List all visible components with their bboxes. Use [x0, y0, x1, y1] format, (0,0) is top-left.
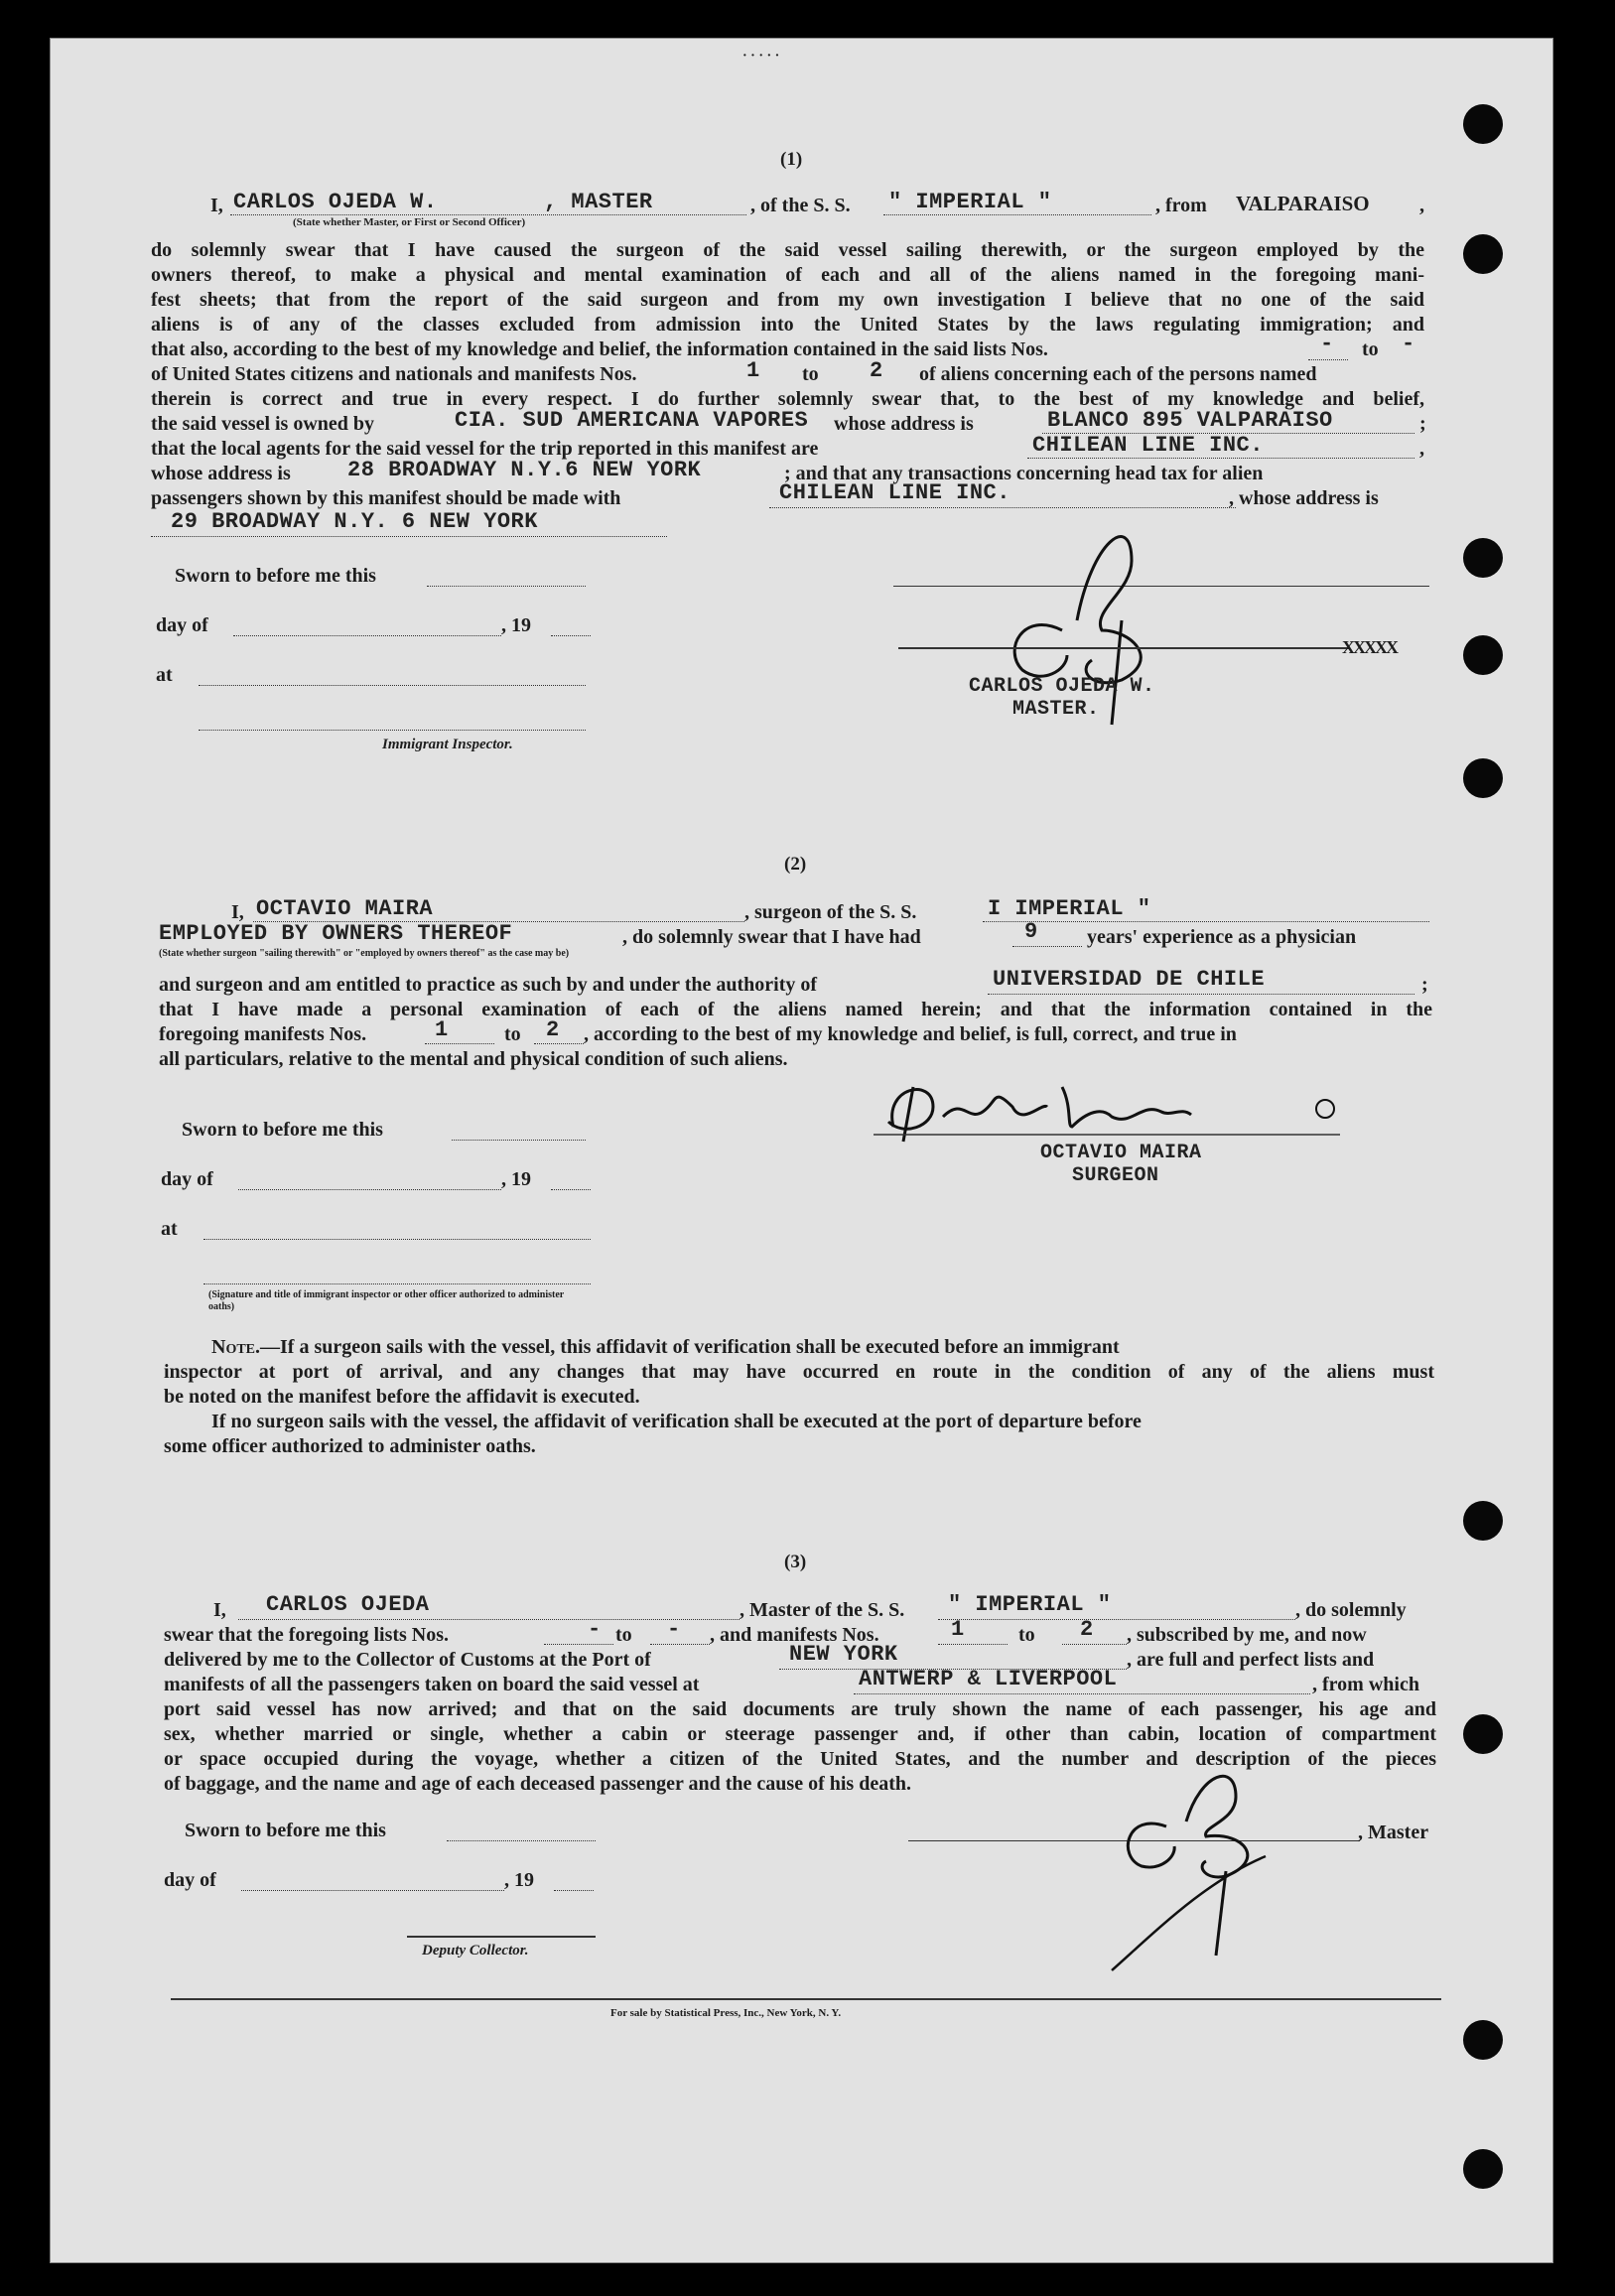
surgeon-signer-name: OCTAVIO MAIRA — [1040, 1142, 1202, 1164]
i-label: I, — [213, 1599, 226, 1621]
years-experience: 9 — [1024, 919, 1038, 944]
punch-hole — [1463, 635, 1503, 675]
manifest-to: 2 — [1080, 1617, 1094, 1642]
day-of-label: day of — [156, 614, 208, 636]
punch-hole — [1463, 104, 1503, 144]
owner-address-label: whose address is — [834, 413, 974, 435]
from-port: VALPARAISO — [1236, 192, 1370, 215]
body-line: sex, whether married or single, whether a cabin or steerage passenger and, if other than cabin, location of compartment — [164, 1723, 1436, 1745]
punch-hole — [1463, 758, 1503, 798]
to-label: to — [504, 1023, 521, 1045]
year-prefix: , 19 — [501, 1168, 531, 1190]
agents-address-label: whose address is — [151, 463, 291, 484]
lists-from: - — [1320, 332, 1334, 356]
day-of-label: day of — [164, 1869, 216, 1891]
surgeon-name: OCTAVIO MAIRA — [256, 896, 434, 921]
head-tax-prefix: passengers shown by this manifest should be made with — [151, 487, 621, 509]
to-label: to — [1362, 338, 1379, 360]
manifest-suffix: of aliens concerning each of the persons named — [919, 363, 1317, 385]
officer-title-hint: (State whether Master, or First or Second Officer) — [293, 216, 526, 228]
manifest-from: 1 — [435, 1017, 449, 1042]
note2-line: If no surgeon sails with the vessel, the affidavit of verification shall be executed at the port of departure before — [211, 1411, 1142, 1432]
vessel-name: I IMPERIAL " — [988, 896, 1151, 921]
strikeout: XXXXX — [1342, 637, 1397, 657]
note-label: Note. — [211, 1336, 261, 1358]
punch-hole — [1463, 234, 1503, 274]
note-dash: — — [260, 1336, 281, 1358]
manifest-to: 2 — [870, 358, 883, 383]
at-label: at — [161, 1218, 178, 1240]
section-number: (1) — [780, 149, 803, 170]
agents-prefix: that the local agents for the said vessel for the trip reported in this manifest are — [151, 438, 819, 460]
body-line: port said vessel has now arrived; and that on the said documents are truly shown the name of each passenger, his age and — [164, 1698, 1436, 1720]
owner-name: CIA. SUD AMERICANA VAPORES — [455, 408, 809, 433]
punch-hole — [1463, 2149, 1503, 2189]
manifest-to: 2 — [546, 1017, 560, 1042]
manifests-prefix: manifests of all the passengers taken on board the said vessel at — [164, 1674, 700, 1695]
punch-hole — [1463, 1714, 1503, 1754]
vessel-name: " IMPERIAL " — [888, 190, 1052, 214]
punch-hole — [1463, 2020, 1503, 2060]
delivered-prefix: delivered by me to the Collector of Customs at the Port of — [164, 1649, 651, 1671]
swear-text: , do solemnly swear that I have had — [622, 926, 921, 948]
years-suffix: years' experience as a physician — [1087, 926, 1357, 948]
day-of-label: day of — [161, 1168, 213, 1190]
manifest-suffix: , according to the best of my knowledge and belief, is full, correct, and true in — [584, 1023, 1237, 1045]
sworn-label: Sworn to before me this — [185, 1820, 386, 1841]
master-signer-name: CARLOS OJEDA W. — [969, 675, 1155, 698]
at-label: at — [156, 664, 173, 686]
sworn-label: Sworn to before me this — [175, 565, 376, 587]
authority-prefix: and surgeon and am entitled to practice as such by and under the authority of — [159, 974, 818, 996]
body-line: or space occupied during the voyage, whether a citizen of the United States, and the number and description of the pieces — [164, 1748, 1436, 1770]
lists-prefix: that also, according to the best of my knowledge and belief, the information contained in the said lists Nos. — [151, 338, 1048, 360]
manifest-from: 1 — [951, 1617, 965, 1642]
i-label: I, — [231, 901, 244, 923]
head-tax-text: ; and that any transactions concerning head tax for alien — [784, 463, 1264, 484]
owner-address: BLANCO 895 VALPARAISO — [1047, 408, 1333, 433]
sworn-label: Sworn to before me this — [182, 1119, 383, 1141]
delivered-suffix: , are full and perfect lists and — [1127, 1649, 1375, 1671]
signature-mark — [1171, 1817, 1172, 1841]
manifest-from: 1 — [746, 358, 760, 383]
section-number: (3) — [784, 1552, 807, 1572]
section-number: (2) — [784, 854, 807, 875]
printer-footer: For sale by Statistical Press, Inc., New York, N. Y. — [610, 2007, 842, 2019]
master-of-label: , Master of the S. S. — [740, 1599, 905, 1621]
manifest-prefix: of United States citizens and nationals and manifests Nos. — [151, 363, 637, 385]
subscribed-label: , subscribed by me, and now — [1127, 1624, 1367, 1646]
lists-to: - — [1402, 332, 1415, 356]
head-tax-address: 29 BROADWAY N.Y. 6 NEW YORK — [171, 509, 538, 534]
lists-from: - — [588, 1617, 602, 1642]
to-label: to — [615, 1624, 632, 1646]
agents-address: 28 BROADWAY N.Y.6 NEW YORK — [347, 458, 702, 482]
officer-title: , MASTER — [544, 190, 653, 214]
body-line: owners thereof, to make a physical and mental examination of each and all of the aliens named in the foregoing mani- — [151, 264, 1424, 286]
punch-hole — [1463, 1501, 1503, 1541]
i-label: I, — [210, 195, 223, 216]
note-line: If a surgeon sails with the vessel, this affidavit of verification shall be executed before an immigrant — [280, 1336, 1120, 1358]
employment: EMPLOYED BY OWNERS THEREOF — [159, 921, 513, 946]
to-label: to — [802, 363, 819, 385]
of-ss-label: , of the S. S. — [750, 195, 851, 216]
swear-prefix: swear that the foregoing lists Nos. — [164, 1624, 450, 1646]
surgeon-signer-title: SURGEON — [1072, 1164, 1159, 1187]
body-line: do solemnly swear that I have caused the surgeon of the said vessel sailing therewith, or the surgeon employed by the — [151, 239, 1424, 261]
collector-caption: Deputy Collector. — [422, 1943, 529, 1958]
from-label: , from — [1155, 195, 1207, 216]
owned-prefix: the said vessel is owned by — [151, 413, 375, 435]
employment-hint: (State whether surgeon "sailing therewith" or "employed by owners thereof" as the case may be) — [159, 948, 570, 959]
year-prefix: , 19 — [501, 614, 531, 636]
header-fragment: · · · · · — [742, 49, 780, 64]
inspector-caption: Immigrant Inspector. — [382, 737, 513, 752]
body-line: fest sheets; that from the report of the said surgeon and from my own investigation I believe that no one of the said — [151, 289, 1424, 311]
head-tax-address-label: , whose address is — [1229, 487, 1379, 509]
head-tax-party: CHILEAN LINE INC. — [779, 480, 1010, 505]
agents-name: CHILEAN LINE INC. — [1032, 433, 1264, 458]
manifest-prefix: foregoing manifests Nos. — [159, 1023, 367, 1045]
port-name: NEW YORK — [789, 1642, 898, 1667]
inspector-caption: (Signature and title of immigrant inspector or other officer authorized to administer oaths) — [208, 1289, 565, 1312]
punch-hole — [1463, 538, 1503, 578]
manifests-label: , and manifests Nos. — [710, 1624, 879, 1646]
note-line: be noted on the manifest before the affidavit is executed. — [164, 1386, 640, 1408]
body-line: of baggage, and the name and age of each deceased passenger and the cause of his death. — [164, 1773, 911, 1795]
body-line: aliens is of any of the classes excluded from admission into the United States by the laws regulating immigration; and — [151, 314, 1424, 336]
surgeon-of-label: , surgeon of the S. S. — [744, 901, 917, 923]
signature-mark — [943, 1092, 948, 1117]
vessel-name: " IMPERIAL " — [948, 1592, 1112, 1617]
master-name: CARLOS OJEDA W. — [233, 190, 438, 214]
final-line: all particulars, relative to the mental and physical condition of such aliens. — [159, 1048, 788, 1070]
authority: UNIVERSIDAD DE CHILE — [993, 967, 1266, 992]
note-line: inspector at port of arrival, and any changes that may have occurred en route in the condition of any of the aliens must — [164, 1361, 1434, 1383]
signature-mark — [1092, 596, 1093, 620]
master-name: CARLOS OJEDA — [266, 1592, 430, 1617]
master-label: , Master — [1358, 1822, 1429, 1843]
correct-line: therein is correct and true in every respect. I do further solemnly swear that, to the best of my knowledge and belief, — [151, 388, 1424, 410]
note2-line: some officer authorized to administer oaths. — [164, 1435, 536, 1457]
lists-to: - — [667, 1617, 681, 1642]
master-signature-3 — [1097, 1752, 1305, 1980]
year-prefix: , 19 — [504, 1869, 534, 1891]
boarding-ports: ANTWERP & LIVERPOOL — [859, 1667, 1118, 1691]
exam-line: that I have made a personal examination of each of the aliens named herein; and that the information contained in the — [159, 999, 1432, 1020]
to-label: to — [1018, 1624, 1035, 1646]
master-signer-title: MASTER. — [1012, 698, 1100, 721]
solemnly-label: , do solemnly — [1295, 1599, 1407, 1621]
from-which-label: , from which — [1312, 1674, 1419, 1695]
